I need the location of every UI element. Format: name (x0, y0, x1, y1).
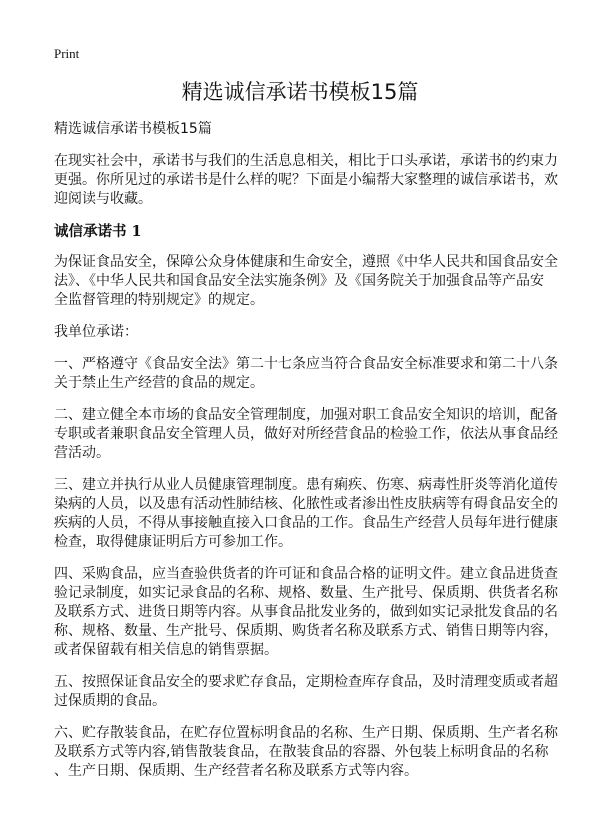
print-link[interactable]: Print (54, 46, 80, 61)
text-line: 、生产日期、保质期、生产经营者名称及联系方式等内容。 (54, 763, 418, 779)
text-line: 称、规格、数量、生产批号、保质期、购货者名称及联系方式、销售日期等内容， (54, 623, 558, 639)
commitment-item-3 (54, 476, 574, 552)
text-line: 疾病的人员，不得从事接触直接入口食品的工作。食品生产经营人员每年进行健康 (54, 515, 558, 531)
text-line: 染病的人员，以及患有活动性肺结核、化脓性或者渗出性皮肤病等有碍食品安全的 (54, 496, 558, 512)
preamble-paragraph (54, 253, 574, 310)
document-body (54, 120, 574, 794)
text-line: 关于禁止生产经营的食品的规定。 (54, 375, 264, 391)
text-line: 五、按照保证食品安全的要求贮存食品，定期检查库存食品，及时清理变质或者超 (54, 674, 558, 690)
text-line: 三、建立并执行从业人员健康管理制度。患有痢疾、伤寒、病毒性肝炎等消化道传 (54, 477, 558, 493)
intro-paragraph (54, 152, 574, 209)
text-line: 二、建立健全本市场的食品安全管理制度，加强对职工食品安全知识的培训，配备 (54, 407, 558, 423)
text-line: 或者保留载有相关信息的销售票据。 (54, 642, 278, 658)
text-line: 验记录制度，如实记录食品的名称、规格、数量、生产批号、保质期、供货者名称 (54, 585, 558, 601)
commitment-item-2 (54, 406, 574, 463)
text-line: 检查，取得健康证明后方可参加工作。 (54, 534, 292, 550)
text-line: 及联系方式等内容,销售散装食品，在散装食品的容器、外包装上标明食品的名称 (54, 744, 549, 760)
text-line: 及联系方式、进货日期等内容。从事食品批发业务的，做到如实记录批发食品的名 (54, 604, 558, 620)
text-line: 专职或者兼职食品安全管理人员，做好对所经营食品的检验工作，依法从事食品经 (54, 426, 558, 442)
text-line: 六、贮存散装食品，在贮存位置标明食品的名称、生产日期、保质期、生产者名称 (54, 725, 558, 741)
text-line: 营活动。 (54, 445, 110, 461)
text-line: 在现实社会中，承诺书与我们的生活息息相关，相比于口头承诺，承诺书的约束力 (54, 153, 558, 169)
section-heading: 诚信承诺书 1 (54, 223, 142, 240)
text-line: 过保质期的食品。 (54, 693, 166, 709)
text-line: 法》、《中华人民共和国食品安全法实施条例》及《国务院关于加强食品等产品安 (54, 273, 544, 289)
text-line: 四、采购食品，应当查验供货者的许可证和食品合格的证明文件。建立食品进货查 (54, 566, 558, 582)
text-line: 更强。你所见过的承诺书是什么样的呢？下面是小编帮大家整理的诚信承诺书，欢 (54, 172, 558, 188)
commitment-intro (54, 323, 574, 342)
commitment-item-5 (54, 673, 574, 711)
commitment-item-4 (54, 565, 574, 660)
text-line: 为保证食品安全，保障公众身体健康和生命安全，遵照《中华人民共和国食品安全 (54, 254, 558, 270)
commitment-item-1 (54, 355, 574, 393)
text-line: 一、严格遵守《食品安全法》第二十七条应当符合食品安全标准要求和第二十八条 (54, 356, 558, 372)
commitment-item-6 (54, 724, 574, 781)
text-line: 全监督管理的特别规定》的规定。 (54, 292, 264, 308)
text-line: 迎阅读与收藏。 (54, 191, 152, 207)
document-title: 精选诚信承诺书模板15篇 (181, 80, 419, 104)
subtitle: 精选诚信承诺书模板15篇 (54, 121, 212, 137)
text-line: 我单位承诺： (54, 324, 138, 340)
